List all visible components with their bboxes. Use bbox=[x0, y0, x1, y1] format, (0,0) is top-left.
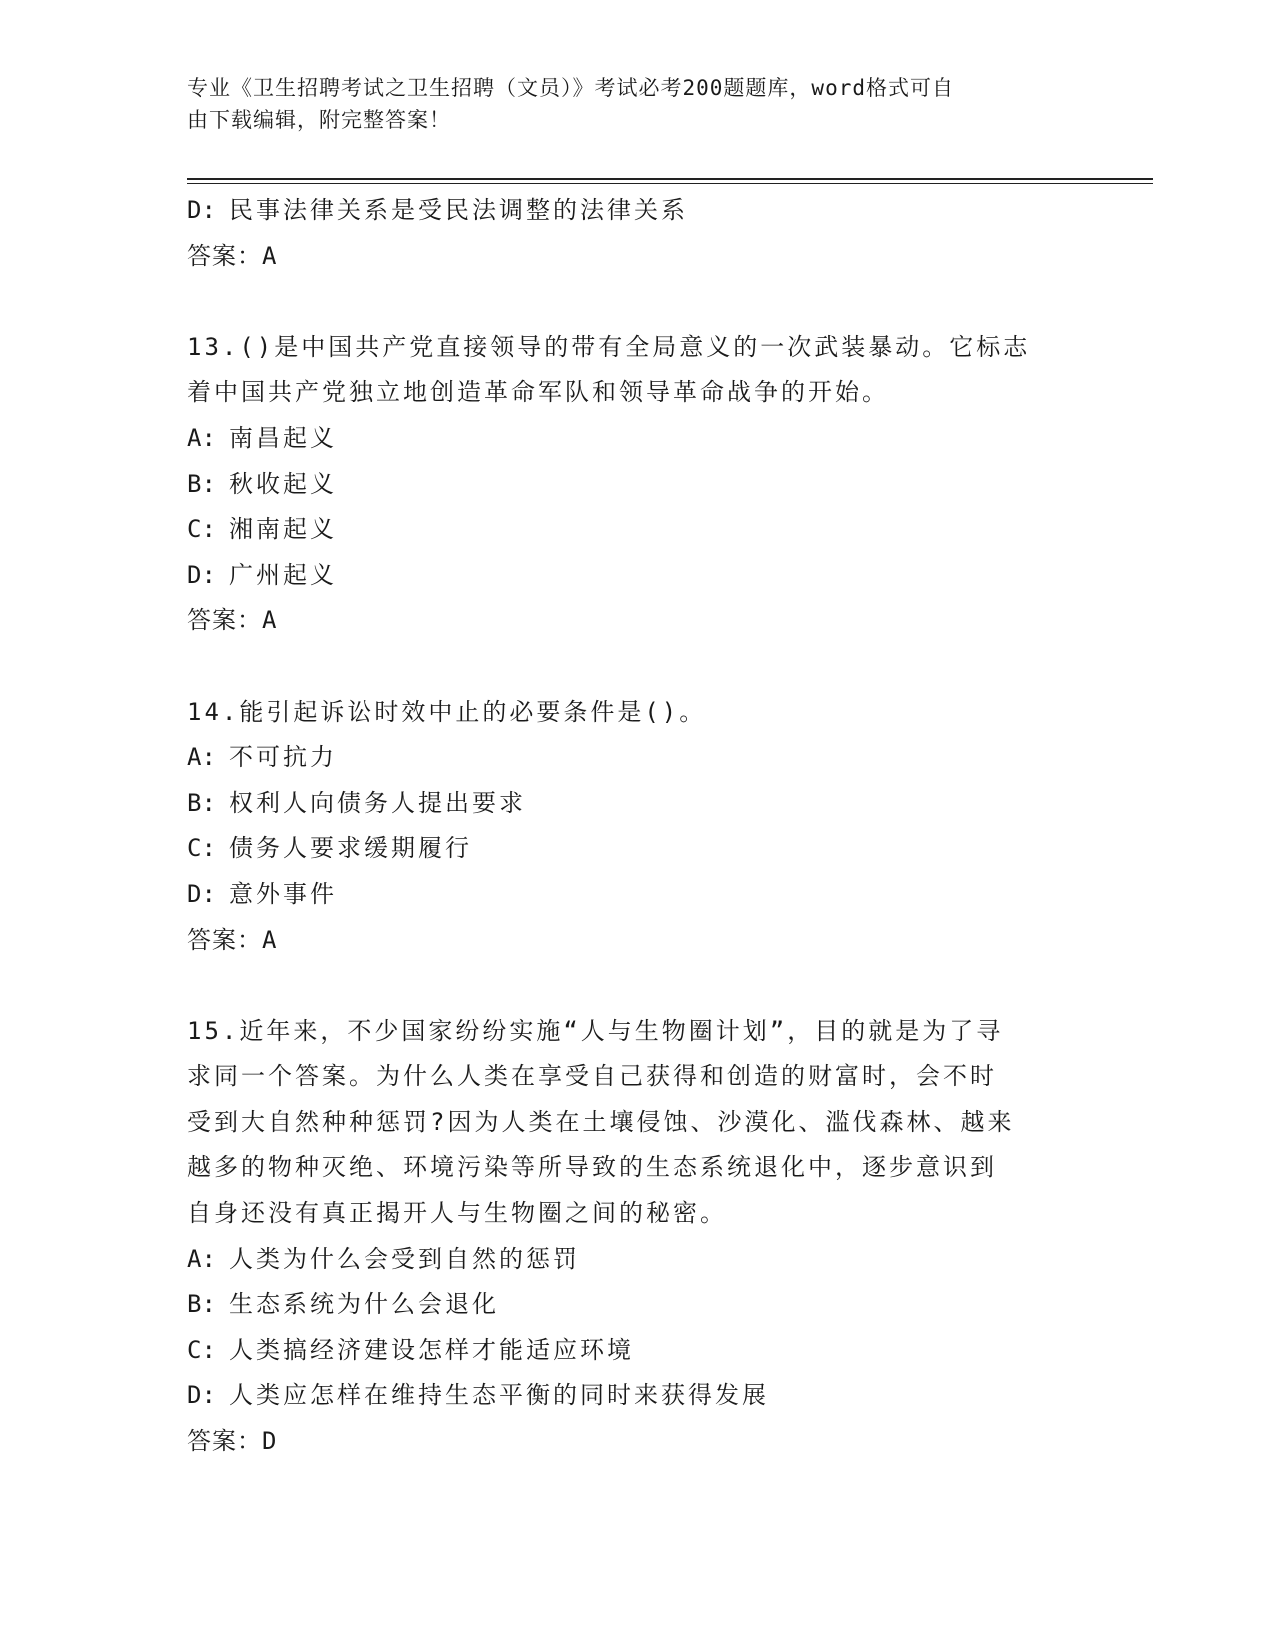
header-line-2: 由下载编辑，附完整答案！ bbox=[187, 108, 451, 132]
option-a bbox=[187, 416, 1087, 462]
stem-line: 能引起诉讼时效中止的必要条件是()。 bbox=[239, 697, 707, 726]
option-text: 湘南起义 bbox=[229, 515, 337, 544]
answer-label: 答案： bbox=[187, 606, 262, 635]
question-number: 15. bbox=[187, 1016, 240, 1045]
option-label: C: bbox=[187, 1335, 216, 1364]
option-label: D: bbox=[187, 560, 216, 589]
option-text: 人类搞经济建设怎样才能适应环境 bbox=[229, 1335, 634, 1364]
option-d bbox=[187, 553, 1087, 599]
option-label: A: bbox=[187, 743, 216, 772]
option-text: 人类为什么会受到自然的惩罚 bbox=[229, 1244, 580, 1273]
answer-line bbox=[187, 234, 1087, 280]
option-c bbox=[187, 826, 1087, 872]
page-header bbox=[187, 72, 1067, 136]
stem-line: 越多的物种灭绝、环境污染等所导致的生态系统退化中，逐步意识到 bbox=[187, 1153, 997, 1182]
stem-line: 受到大自然种种惩罚?因为人类在土壤侵蚀、沙漠化、滥伐森林、越来 bbox=[187, 1107, 1015, 1136]
question-number: 14. bbox=[187, 697, 240, 726]
stem-line: 着中国共产党独立地创造革命军队和领导革命战争的开始。 bbox=[187, 378, 889, 407]
option-label: B: bbox=[187, 788, 216, 817]
stem-line: 近年来，不少国家纷纷实施“人与生物圈计划”，目的就是为了寻 bbox=[239, 1016, 1004, 1045]
spacer bbox=[187, 644, 1087, 690]
option-b bbox=[187, 781, 1087, 827]
header-divider-thin bbox=[187, 183, 1153, 184]
option-c bbox=[187, 1328, 1087, 1374]
carryover-question bbox=[187, 188, 1087, 279]
question-13 bbox=[187, 325, 1087, 644]
stem-line: ()是中国共产党直接领导的带有全局意义的一次武装暴动。它标志 bbox=[239, 332, 1031, 361]
option-c bbox=[187, 507, 1087, 553]
option-b bbox=[187, 1282, 1087, 1328]
document-body bbox=[187, 188, 1087, 1465]
option-label: A: bbox=[187, 1244, 216, 1273]
answer-value: A bbox=[262, 606, 278, 635]
answer-line bbox=[187, 598, 1087, 644]
question-number: 13. bbox=[187, 332, 240, 361]
option-d bbox=[187, 872, 1087, 918]
question-stem bbox=[187, 1009, 1087, 1237]
option-label: D: bbox=[187, 1381, 216, 1410]
option-text: 权利人向债务人提出要求 bbox=[229, 788, 526, 817]
option-a bbox=[187, 735, 1087, 781]
option-text: 秋收起义 bbox=[229, 469, 337, 498]
header-divider-thick bbox=[187, 178, 1153, 180]
spacer bbox=[187, 279, 1087, 325]
answer-label: 答案： bbox=[187, 241, 262, 270]
option-text: 债务人要求缓期履行 bbox=[229, 834, 472, 863]
option-text: 民事法律关系是受民法调整的法律关系 bbox=[229, 196, 688, 224]
answer-label: 答案： bbox=[187, 925, 262, 954]
answer-line bbox=[187, 1419, 1087, 1465]
option-text: 人类应怎样在维持生态平衡的同时来获得发展 bbox=[229, 1381, 769, 1410]
question-15 bbox=[187, 1009, 1087, 1465]
option-text: 意外事件 bbox=[229, 879, 337, 908]
option-label: D: bbox=[187, 196, 216, 224]
option-text: 生态系统为什么会退化 bbox=[229, 1290, 499, 1319]
stem-line: 求同一个答案。为什么人类在享受自己获得和创造的财富时，会不时 bbox=[187, 1062, 997, 1091]
option-label: B: bbox=[187, 1290, 216, 1319]
question-stem bbox=[187, 690, 1087, 736]
option-label: D: bbox=[187, 879, 216, 908]
option-text: 不可抗力 bbox=[229, 743, 337, 772]
option-d bbox=[187, 188, 1087, 234]
spacer bbox=[187, 963, 1087, 1009]
stem-line: 自身还没有真正揭开人与生物圈之间的秘密。 bbox=[187, 1199, 727, 1228]
option-label: C: bbox=[187, 834, 216, 863]
answer-value: A bbox=[262, 925, 278, 954]
option-label: B: bbox=[187, 469, 216, 498]
option-label: C: bbox=[187, 515, 216, 544]
answer-label: 答案： bbox=[187, 1427, 262, 1456]
option-b bbox=[187, 462, 1087, 508]
answer-value: A bbox=[262, 241, 278, 270]
option-d bbox=[187, 1373, 1087, 1419]
option-label: A: bbox=[187, 423, 216, 452]
option-text: 南昌起义 bbox=[229, 423, 337, 452]
option-a bbox=[187, 1237, 1087, 1283]
answer-line bbox=[187, 918, 1087, 964]
question-stem bbox=[187, 325, 1087, 416]
answer-value: D bbox=[262, 1427, 278, 1456]
option-text: 广州起义 bbox=[229, 560, 337, 589]
question-14 bbox=[187, 690, 1087, 964]
header-line-1: 专业《卫生招聘考试之卫生招聘（文员）》考试必考200题题库，word格式可自 bbox=[187, 76, 954, 100]
